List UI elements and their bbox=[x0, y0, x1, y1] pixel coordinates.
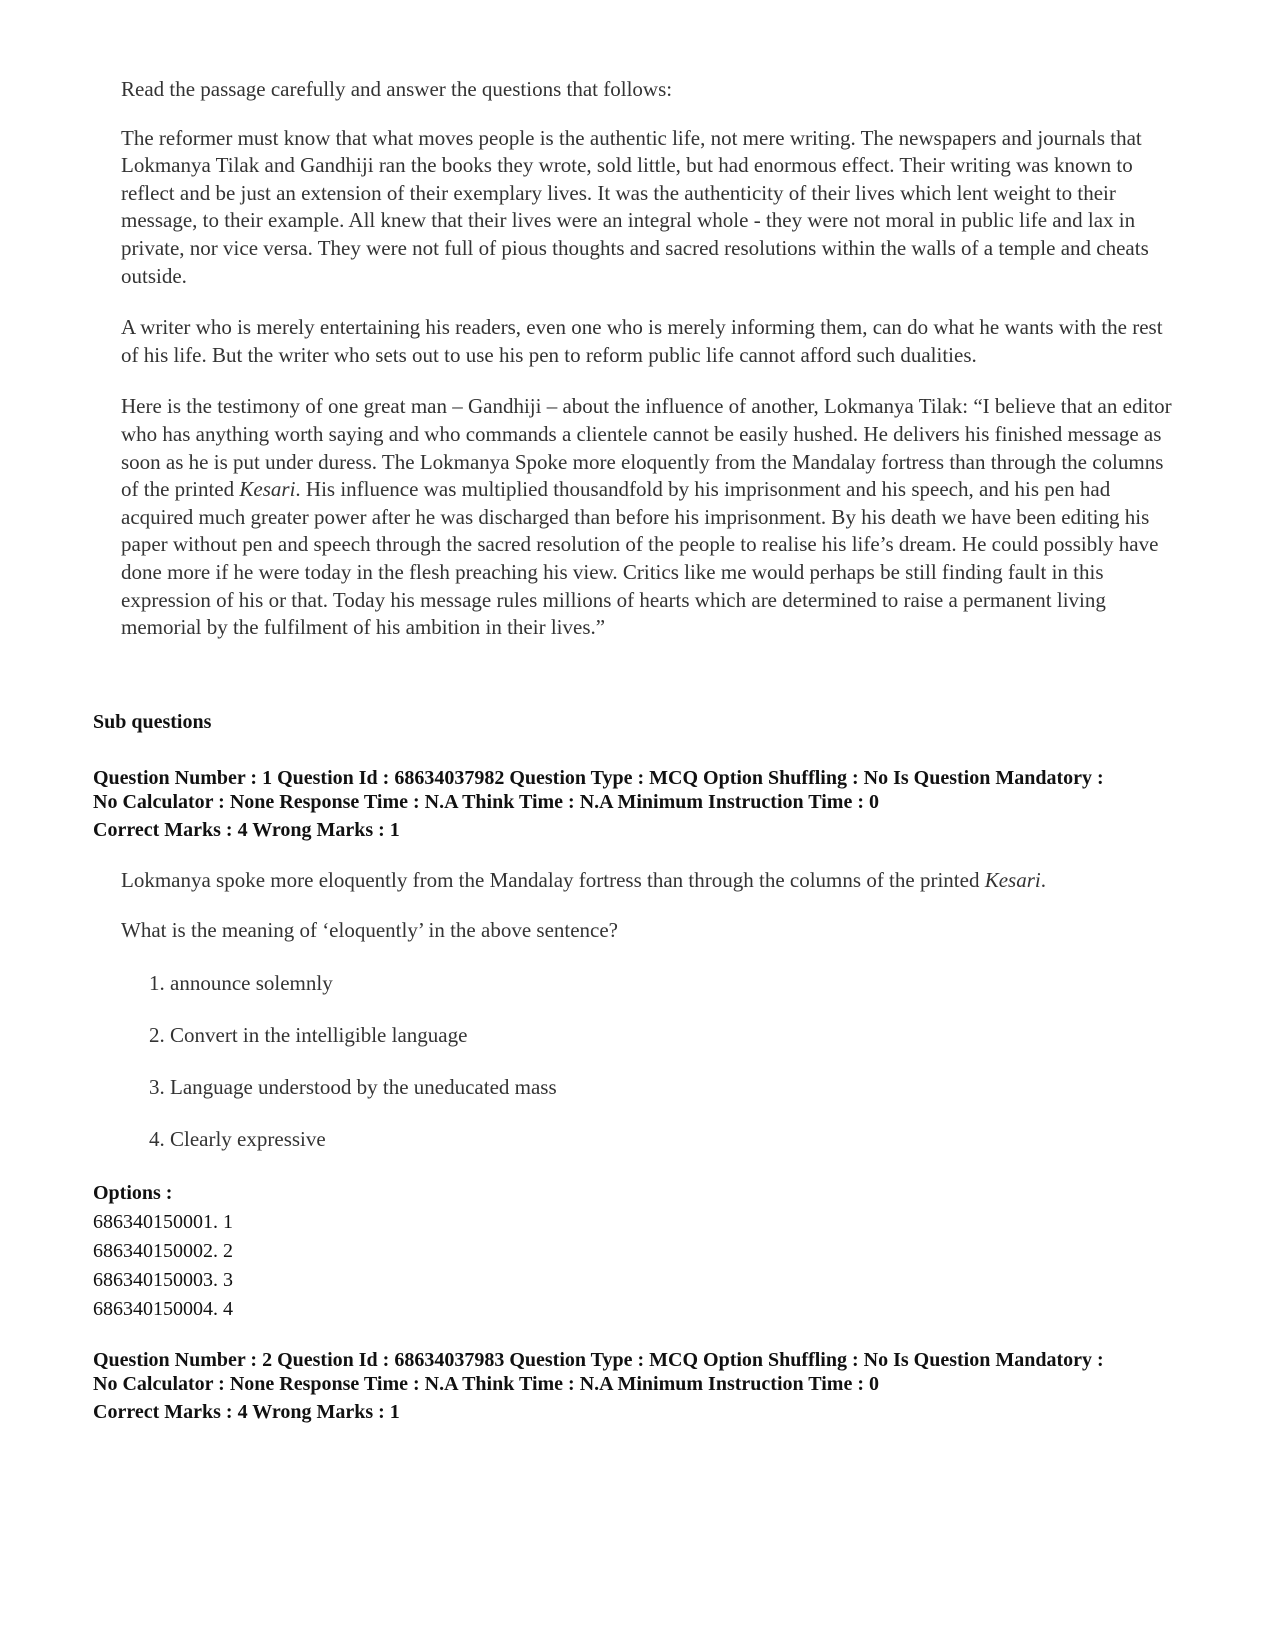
sub-questions-heading: Sub questions bbox=[93, 711, 212, 733]
newspaper-title: Kesari bbox=[239, 477, 296, 502]
question-1-choice-2: 2. Convert in the intelligible language bbox=[149, 1023, 468, 1047]
question-1-newspaper-title: Kesari bbox=[984, 868, 1041, 892]
question-1-sentence-part-b: . bbox=[1040, 868, 1046, 892]
question-1-choice-3: 3. Language understood by the uneducated mass bbox=[149, 1075, 557, 1099]
option-id-4: 686340150004. 4 bbox=[93, 1298, 233, 1320]
question-1-meta-line-2: No Calculator : None Response Time : N.A Think Time : N.A Minimum Instruction Time : 0 bbox=[93, 791, 879, 813]
question-1-choice-4: 4. Clearly expressive bbox=[149, 1127, 326, 1151]
passage-paragraph-1: The reformer must know that what moves people is the authentic life, not mere writing. The newspapers and journals that Lokmanya Tilak and Gandhiji ran the books they wrote, sold little, but had enormous effect. Their writing was known to reflect and be just an extension of their exemplary lives. It was the authenticity of their lives which lent weight to their message, to their example. All knew that their lives were an integral whole - they were not moral in public life and lax in private, nor vice versa. They were not full of pious thoughts and sacred resolutions within the walls of a temple and cheats outside. bbox=[121, 125, 1149, 288]
reading-passage bbox=[121, 76, 1181, 642]
passage-instruction: Read the passage carefully and answer the questions that follows: bbox=[121, 77, 673, 101]
question-1-meta-line-1: Question Number : 1 Question Id : 68634037982 Question Type : MCQ Option Shuffling : No Is Question Mandatory : bbox=[93, 767, 1104, 789]
passage-paragraph-3-part-b: . His influence was multiplied thousandfold by his imprisonment and his speech, and his pen had acquired much greater power after he was discharged than before his imprisonment. By his death we have been editing his paper without pen and speech through the sacred resolution of the people to realise his life’s dream. He could possibly have done more if he were today in the flesh preaching his view. Critics like me would perhaps be still finding fault in this expression of his or that. Today his message rules millions of hearts which are determined to raise a permanent living memorial by the fulfilment of his ambition in their lives.” bbox=[121, 477, 1159, 640]
question-1-options bbox=[93, 1179, 233, 1324]
options-heading: Options : bbox=[93, 1182, 173, 1204]
passage-paragraph-3 bbox=[121, 393, 1181, 641]
question-1-sentence-part-a: Lokmanya spoke more eloquently from the Mandalay fortress than through the columns of the printed bbox=[121, 868, 985, 892]
question-1-sentence bbox=[121, 866, 1201, 894]
question-1-choice-1: 1. announce solemnly bbox=[149, 971, 333, 995]
question-2-marks: Correct Marks : 4 Wrong Marks : 1 bbox=[93, 1401, 400, 1423]
option-id-2: 686340150002. 2 bbox=[93, 1240, 233, 1262]
question-1-prompt: What is the meaning of ‘eloquently’ in the above sentence? bbox=[121, 918, 619, 942]
question-2-meta-line-1: Question Number : 2 Question Id : 68634037983 Question Type : MCQ Option Shuffling : No Is Question Mandatory : bbox=[93, 1349, 1104, 1371]
question-2-meta-line-2: No Calculator : None Response Time : N.A Think Time : N.A Minimum Instruction Time : 0 bbox=[93, 1373, 879, 1395]
passage-paragraph-3-part-a: Here is the testimony of one great man – Gandhiji – about the influence of another, Lokmanya Tilak: “I believe that an editor who has anything worth saying and who commands a clientele cannot be easily hushed. He delivers his finished message as soon as he is put under duress. The Lokmanya Spoke more eloquently from the Mandalay fortress than through the columns of the printed bbox=[121, 394, 1172, 502]
question-2-meta bbox=[93, 1348, 1213, 1424]
passage-paragraph-2: A writer who is merely entertaining his readers, even one who is merely informing them, can do what he wants with the rest of his life. But the writer who sets out to use his pen to reform public life cannot afford such dualities. bbox=[121, 315, 1163, 367]
option-id-3: 686340150003. 3 bbox=[93, 1269, 233, 1291]
option-id-1: 686340150001. 1 bbox=[93, 1211, 233, 1233]
question-1-marks: Correct Marks : 4 Wrong Marks : 1 bbox=[93, 819, 400, 841]
question-1-meta bbox=[93, 766, 1213, 842]
